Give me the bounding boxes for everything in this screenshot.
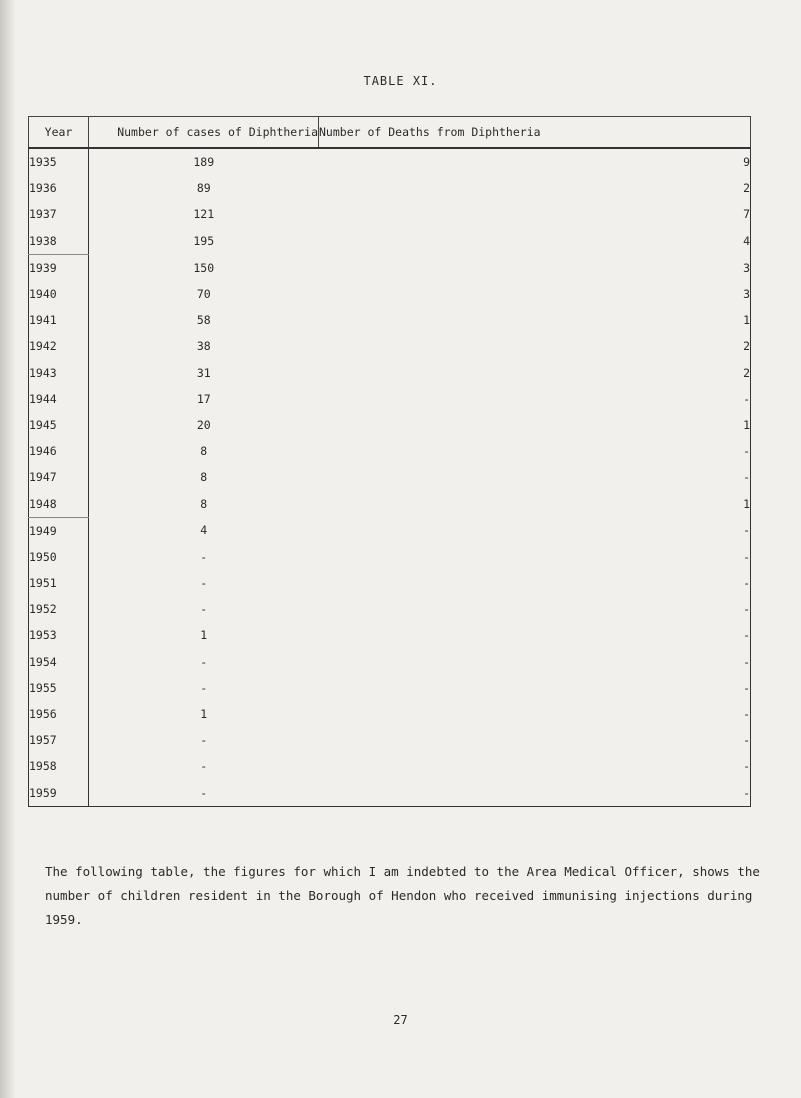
deaths-cell: - xyxy=(319,753,751,779)
table-title: TABLE XI. xyxy=(363,74,438,88)
table-row xyxy=(29,307,751,333)
deaths-cell: - xyxy=(319,464,751,490)
header-cases: Number of cases of Diphtheria xyxy=(89,117,319,149)
deaths-cell: 1 xyxy=(319,307,751,333)
deaths-cell: - xyxy=(319,780,751,807)
cases-cell: 1 xyxy=(200,628,208,643)
cases-cell: 17 xyxy=(196,391,211,406)
cases-cell: 58 xyxy=(196,313,211,328)
year-cell: 1940 xyxy=(29,281,89,307)
cases-cell: - xyxy=(200,602,208,617)
year-cell: 1943 xyxy=(29,360,89,386)
table-row xyxy=(29,727,751,753)
table-row xyxy=(29,254,751,281)
cases-cell: 20 xyxy=(196,417,211,432)
cases-cell: 70 xyxy=(196,287,211,302)
header-deaths: Number of Deaths from Diphtheria xyxy=(319,117,751,149)
cases-cell: 8 xyxy=(200,444,208,459)
deaths-cell: 4 xyxy=(319,228,751,255)
table-row xyxy=(29,333,751,359)
year-cell: 1939 xyxy=(29,254,89,281)
deaths-cell: - xyxy=(319,622,751,648)
year-cell: 1945 xyxy=(29,412,89,438)
deaths-cell: 1 xyxy=(319,412,751,438)
cases-cell: 189 xyxy=(193,155,215,170)
deaths-cell: - xyxy=(319,675,751,701)
table-row xyxy=(29,464,751,490)
table-header-row xyxy=(29,117,751,149)
table-row xyxy=(29,386,751,412)
table-row xyxy=(29,649,751,675)
cases-cell: - xyxy=(200,549,208,564)
deaths-cell: - xyxy=(319,386,751,412)
year-cell: 1953 xyxy=(29,622,89,648)
table-row xyxy=(29,490,751,517)
deaths-cell: - xyxy=(319,570,751,596)
table-row xyxy=(29,570,751,596)
deaths-cell: - xyxy=(319,649,751,675)
cases-cell: 31 xyxy=(196,365,211,380)
deaths-cell: - xyxy=(319,438,751,464)
table-row xyxy=(29,412,751,438)
year-cell: 1944 xyxy=(29,386,89,412)
deaths-cell: 7 xyxy=(319,201,751,227)
table-row xyxy=(29,148,751,175)
table-row xyxy=(29,438,751,464)
table-row xyxy=(29,596,751,622)
deaths-cell: - xyxy=(319,544,751,570)
deaths-cell: 2 xyxy=(319,360,751,386)
year-cell: 1956 xyxy=(29,701,89,727)
cases-cell: - xyxy=(89,780,319,807)
table-row xyxy=(29,675,751,701)
table-row xyxy=(29,281,751,307)
year-cell: 1958 xyxy=(29,753,89,779)
cases-cell: - xyxy=(200,733,208,748)
deaths-cell: - xyxy=(319,517,751,544)
year-cell: 1937 xyxy=(29,201,89,227)
cases-cell: 195 xyxy=(193,233,215,248)
deaths-cell: - xyxy=(319,596,751,622)
year-cell: 1948 xyxy=(29,490,89,517)
cases-cell: - xyxy=(200,680,208,695)
year-cell: 1949 xyxy=(29,517,89,544)
year-cell: 1947 xyxy=(29,464,89,490)
table-row xyxy=(29,701,751,727)
table-body xyxy=(29,148,751,806)
year-cell: 1955 xyxy=(29,675,89,701)
table-row xyxy=(29,622,751,648)
cases-cell: - xyxy=(200,759,208,774)
cases-cell: 8 xyxy=(200,470,208,485)
cases-cell: 8 xyxy=(200,496,208,511)
table-row xyxy=(29,201,751,227)
cases-cell: 89 xyxy=(196,181,211,196)
cases-cell: 38 xyxy=(196,339,211,354)
year-cell: 1942 xyxy=(29,333,89,359)
page-edge xyxy=(0,0,16,1098)
diphtheria-table xyxy=(28,116,751,807)
year-cell: 1952 xyxy=(29,596,89,622)
deaths-cell: 3 xyxy=(319,281,751,307)
cases-cell: 121 xyxy=(193,207,215,222)
deaths-cell: 2 xyxy=(319,175,751,201)
deaths-cell: 9 xyxy=(319,148,751,175)
table-row xyxy=(29,780,751,807)
deaths-cell: 3 xyxy=(319,254,751,281)
table-row xyxy=(29,175,751,201)
deaths-cell: - xyxy=(319,727,751,753)
year-cell: 1935 xyxy=(29,148,89,175)
page-number: 27 xyxy=(393,1013,408,1027)
year-cell: 1959 xyxy=(29,780,89,807)
table-row xyxy=(29,753,751,779)
cases-cell: - xyxy=(200,576,208,591)
body-paragraph: The following table, the figures for which I am indebted to the Area Medical Officer, shows the number of children resident in the Borough of Hendon who received immunising injections during 1959. xyxy=(45,864,760,927)
year-cell: 1954 xyxy=(29,649,89,675)
table-row xyxy=(29,517,751,544)
deaths-cell: 1 xyxy=(319,490,751,517)
year-cell: 1946 xyxy=(29,438,89,464)
year-cell: 1938 xyxy=(29,228,89,255)
table-row xyxy=(29,544,751,570)
deaths-cell: - xyxy=(319,701,751,727)
year-cell: 1957 xyxy=(29,727,89,753)
cases-cell: 150 xyxy=(193,260,215,275)
deaths-cell: 2 xyxy=(319,333,751,359)
year-cell: 1951 xyxy=(29,570,89,596)
header-year: Year xyxy=(29,117,89,149)
cases-cell: - xyxy=(200,654,208,669)
table-row xyxy=(29,360,751,386)
year-cell: 1950 xyxy=(29,544,89,570)
year-cell: 1941 xyxy=(29,307,89,333)
cases-cell: 4 xyxy=(200,523,208,538)
year-cell: 1936 xyxy=(29,175,89,201)
table-row xyxy=(29,228,751,255)
cases-cell: 1 xyxy=(200,707,208,722)
